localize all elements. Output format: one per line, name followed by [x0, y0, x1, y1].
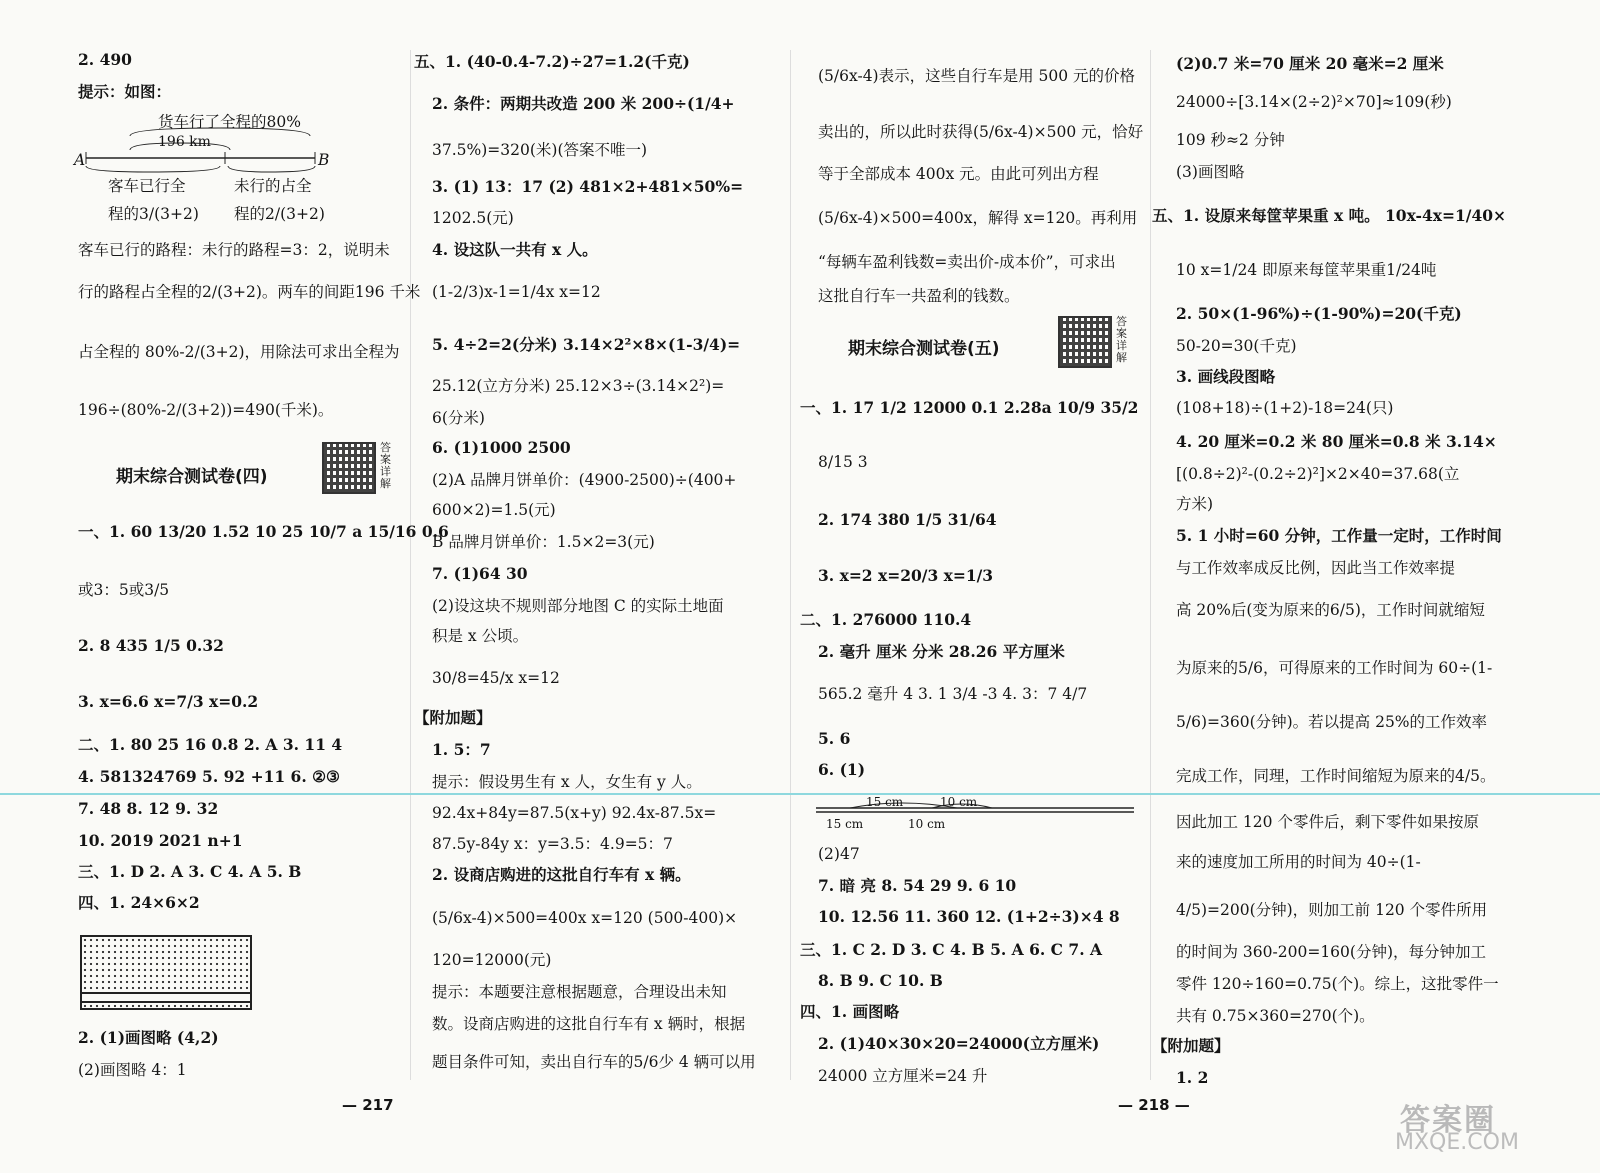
answer-line: (2)画图略 4：1: [78, 1061, 187, 1079]
answer-line: 7. 暗 亮 8. 54 29 9. 6 10: [818, 876, 1017, 895]
qr-label: 答案详解: [1116, 315, 1127, 364]
answer-line: 等于全部成本 400x 元。由此可列出方程: [818, 165, 1099, 183]
answer-line: 五、1. (40-0.4-7.2)÷27=1.2(千克): [414, 52, 690, 71]
answer-line: 7. (1)64 30: [432, 564, 528, 583]
answer-line: 四、1. 24×6×2: [78, 893, 200, 912]
answer-line: “每辆车盈利钱数=卖出价-成本价”，可求出: [818, 253, 1116, 271]
answer-line: B 品牌月饼单价：1.5×2=3(元): [432, 533, 655, 551]
diagram-left-fraction: 程的3/(3+2): [108, 205, 199, 223]
segment-label: 10 cm: [940, 795, 978, 809]
answer-line: 109 秒≈2 分钟: [1176, 131, 1285, 149]
answer-line: 卖出的，所以此时获得(5/6x-4)×500 元，恰好: [818, 123, 1144, 141]
answer-line: 10. 2019 2021 n+1: [78, 831, 243, 850]
answer-line: (2)设这块不规则部分地图 C 的实际土地面: [432, 597, 724, 615]
qr-label: 答案详解: [380, 441, 391, 490]
answer-line: 为原来的5/6，可得原来的工作时间为 60÷(1-: [1176, 659, 1493, 677]
bonus-heading: 【附加题】: [414, 708, 492, 727]
answer-line: 来的速度加工所用的时间为 40÷(1-: [1176, 853, 1421, 871]
answer-line: 二、1. 276000 110.4: [800, 610, 972, 629]
segment-label: 15 cm: [826, 817, 864, 831]
answer-line: 7. 48 8. 12 9. 32: [78, 799, 219, 818]
diagram-left-label: 客车已行全: [108, 177, 186, 195]
answer-line: 三、1. D 2. A 3. C 4. A 5. B: [78, 862, 302, 881]
answer-line: 120=12000(元): [432, 951, 552, 969]
answer-line: 零件 120÷160=0.75(个)。综上，这批零件一: [1176, 975, 1499, 993]
answer-line: 4. 581324769 5. 92 +11 6. ②③: [78, 767, 340, 786]
bonus-heading: 【附加题】: [1152, 1036, 1230, 1055]
answer-line: 或3：5或3/5: [78, 581, 170, 599]
answer-line: 92.4x+84y=87.5(x+y) 92.4x-87.5x=: [432, 804, 717, 822]
answer-line: 37.5%)=320(米)(答案不唯一): [432, 141, 648, 159]
qr-code[interactable]: [1058, 316, 1112, 368]
answer-line: (5/6x-4)×500=400x x=120 (500-400)×: [432, 909, 738, 927]
answer-line: [(0.8÷2)²-(0.2÷2)²]×2×40=37.68(立: [1176, 465, 1460, 483]
section-heading: 期末综合测试卷(五): [848, 339, 1000, 359]
section-heading: 期末综合测试卷(四): [116, 467, 268, 487]
answer-line: 共有 0.75×360=270(个)。: [1176, 1007, 1375, 1025]
answer-line: 5/6)=360(分钟)。若以提高 25%的工作效率: [1176, 713, 1488, 731]
answer-line: 2. 8 435 1/5 0.32: [78, 636, 224, 655]
answer-line: 8/15 3: [818, 453, 868, 471]
answer-line: 因此加工 120 个零件后，剩下零件如果按原: [1176, 813, 1479, 831]
answer-line: 这批自行车一共盈利的钱数。: [818, 287, 1020, 305]
answer-line: 方米): [1176, 495, 1214, 513]
answer-line: 6. (1): [818, 760, 866, 779]
page-number-left: — 217: [342, 1096, 394, 1114]
answer-line: 提示：假设男生有 x 人，女生有 y 人。: [432, 773, 702, 791]
answer-line: 5. 1 小时=60 分钟，工作量一定时，工作时间: [1176, 526, 1502, 545]
answer-line: 2. 设商店购进的这批自行车有 x 辆。: [432, 865, 691, 884]
text-line: 196÷(80%-2/(3+2))=490(千米)。: [78, 401, 334, 419]
answer-line: 24000 立方厘米=24 升: [818, 1067, 988, 1085]
answer-line: (2)0.7 米=70 厘米 20 毫米=2 厘米: [1176, 54, 1444, 73]
point-b: B: [318, 151, 330, 169]
scan-line: [0, 793, 1600, 795]
answer-line: 2. 174 380 1/5 31/64: [818, 510, 997, 529]
diagram-right-fraction: 程的2/(3+2): [234, 205, 325, 223]
watermark-url: MXQE.COM: [1395, 1130, 1519, 1155]
answer-line: 5. 6: [818, 729, 851, 748]
answer-line: (5/6x-4)表示，这些自行车是用 500 元的价格: [818, 67, 1136, 85]
answer-line: (108+18)÷(1+2)-18=24(只): [1176, 399, 1394, 417]
page-number-right: — 218 —: [1118, 1096, 1190, 1114]
answer-line: 五、1. 设原来每筐苹果重 x 吨。 10x-4x=1/40×: [1152, 206, 1506, 225]
dot-grid-figure: [80, 935, 252, 1010]
answer-line: 一、1. 17 1/2 12000 0.1 2.28a 10/9 35/2: [800, 398, 1139, 417]
answer-line: 3. x=2 x=20/3 x=1/3: [818, 566, 994, 585]
answer-line: (2)A 品牌月饼单价：(4900-2500)÷(400+: [432, 471, 737, 489]
answer-line: 高 20%后(变为原来的6/5)，工作时间就缩短: [1176, 601, 1485, 619]
answer-line: 2. (1)40×30×20=24000(立方厘米): [818, 1034, 1100, 1053]
point-a: A: [74, 151, 86, 169]
answer-line: 题目条件可知，卖出自行车的5/6少 4 辆可以用: [432, 1053, 756, 1071]
diagram-right-label: 未行的占全: [234, 177, 312, 195]
answer-line: 4. 设这队一共有 x 人。: [432, 240, 598, 259]
answer-line: 565.2 毫升 4 3. 1 3/4 -3 4. 3：7 4/7: [818, 685, 1088, 703]
answer-line: (2)47: [818, 845, 860, 863]
answer-line: (1-2/3)x-1=1/4x x=12: [432, 283, 601, 301]
answer-line: 1. 2: [1176, 1068, 1209, 1087]
answer-line: 2. 毫升 厘米 分米 28.26 平方厘米: [818, 642, 1065, 661]
answer-line: 三、1. C 2. D 3. C 4. B 5. A 6. C 7. A: [800, 940, 1103, 959]
answer-line: 5. 4÷2=2(分米) 3.14×2²×8×(1-3/4)=: [432, 335, 741, 354]
answer-line: 50-20=30(千克): [1176, 337, 1297, 355]
answer-line: 4. 20 厘米=0.2 米 80 厘米=0.8 米 3.14×: [1176, 432, 1497, 451]
segment-label: 10 cm: [908, 817, 946, 831]
answer-line: 6(分米): [432, 409, 485, 427]
answer-line: 积是 x 公顷。: [432, 627, 529, 645]
diagram-top-label: 货车行了全程的80%: [158, 113, 301, 131]
answer-line: 10. 12.56 11. 360 12. (1+2÷3)×4 8: [818, 907, 1120, 926]
answer-line: 24000÷[3.14×(2÷2)²×70]≈109(秒): [1176, 93, 1452, 111]
answer-line: 25.12(立方分米) 25.12×3÷(3.14×2²)=: [432, 377, 725, 395]
answer-line: 2. (1)画图略 (4,2): [78, 1028, 219, 1047]
answer-line: 4/5)=200(分钟)，则加工前 120 个零件所用: [1176, 901, 1488, 919]
answer-line: 3. x=6.6 x=7/3 x=0.2: [78, 692, 259, 711]
answer-line: 6. (1)1000 2500: [432, 438, 571, 457]
diagram-km-label: 196 km: [158, 134, 211, 150]
answer-line: 提示：本题要注意根据题意，合理设出未知: [432, 983, 727, 1001]
answer-line: 8. B 9. C 10. B: [818, 971, 943, 990]
text-line: 行的路程占全程的2/(3+2)。两车的间距196 千米: [78, 283, 421, 301]
answer-line: 2. 490: [78, 50, 132, 69]
answer-line: 87.5y-84y x：y=3.5：4.9=5：7: [432, 835, 673, 853]
answer-line: 3. 画线段图略: [1176, 367, 1276, 386]
answer-line: 一、1. 60 13/20 1.52 10 25 10/7 a 15/16 0.6: [78, 522, 449, 541]
answer-line: 的时间为 360-200=160(分钟)，每分钟加工: [1176, 943, 1487, 961]
text-line: 占全程的 80%-2/(3+2)，用除法可求出全程为: [78, 343, 400, 361]
answer-line: 数。设商店购进的这批自行车有 x 辆时，根据: [432, 1015, 746, 1033]
segment-label: 15 cm: [866, 795, 904, 809]
text-line: 客车已行的路程：未行的路程=3：2，说明未: [78, 241, 390, 259]
answer-line: 二、1. 80 25 16 0.8 2. A 3. 11 4: [78, 735, 343, 754]
answer-line: 2. 条件：两期共改造 200 米 200÷(1/4+: [432, 94, 735, 113]
qr-code[interactable]: [322, 442, 376, 494]
watermark-logo: 答案圈: [1400, 1103, 1496, 1138]
answer-line: 3. (1) 13：17 (2) 481×2+481×50%=: [432, 177, 744, 196]
answer-line: 10 x=1/24 即原来每筐苹果重1/24吨: [1176, 261, 1437, 279]
answer-line: 30/8=45/x x=12: [432, 669, 560, 687]
answer-line: (3)画图略: [1176, 163, 1245, 181]
answer-line: 600×2)=1.5(元): [432, 501, 556, 519]
answer-line: (5/6x-4)×500=400x，解得 x=120。再利用: [818, 209, 1138, 227]
hint-line: 提示：如图：: [78, 82, 172, 101]
answer-line: 2. 50×(1-96%)÷(1-90%)=20(千克): [1176, 304, 1462, 323]
answer-line: 四、1. 画图略: [800, 1002, 900, 1021]
answer-line: 1202.5(元): [432, 209, 514, 227]
answer-line: 完成工作，同理，工作时间缩短为原来的4/5。: [1176, 767, 1496, 785]
answer-line: 1. 5：7: [432, 740, 491, 759]
answer-line: 与工作效率成反比例，因此当工作效率提: [1176, 559, 1456, 577]
